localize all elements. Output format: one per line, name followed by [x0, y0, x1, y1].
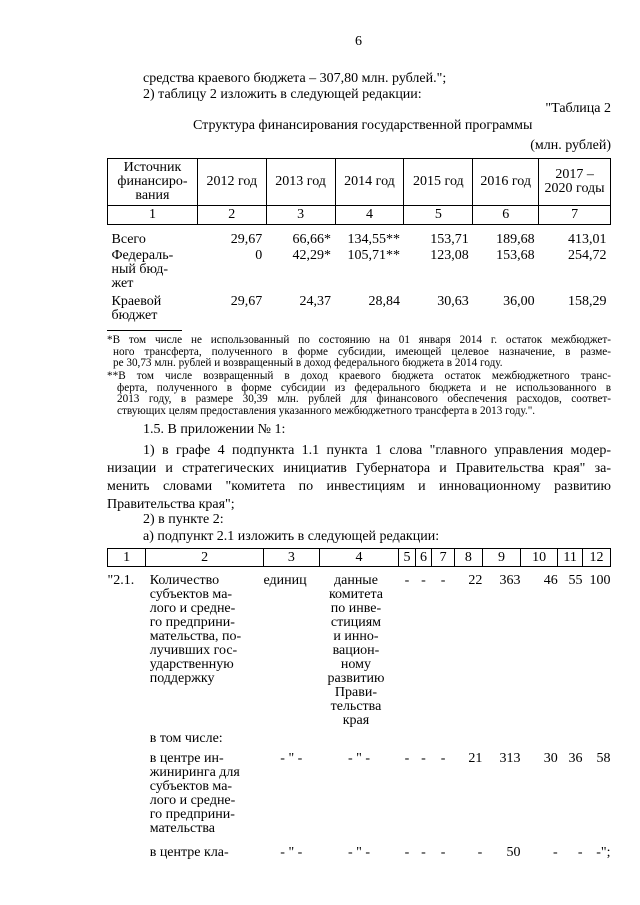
header-year-range: 2017 – 2020 годы [539, 159, 611, 206]
table-cell: 24,37 [299, 294, 332, 309]
table-cell: 158,29 [568, 294, 607, 309]
table-cell: - [477, 845, 483, 860]
table-cell: 50 [506, 845, 521, 860]
table-cell: - [404, 845, 410, 860]
intro-line-1: средства краевого бюджета – 307,80 млн. рублей."; [143, 71, 447, 86]
in-total-label: в том числе: [149, 731, 223, 746]
header-year: 2013 год [266, 159, 335, 206]
paragraph-1-5: 1.5. В приложении № 1: [143, 422, 286, 437]
table-cell: 46 [543, 573, 558, 588]
table-cell: 0 [255, 248, 263, 263]
table-cell: 55 [568, 573, 583, 588]
source-cell: данные комитета по инве- стициям и инно- вацион- ному развитию Прави- тельства края [327, 573, 385, 728]
row-label: Всего [111, 232, 146, 247]
units-label: (млн. рублей) [530, 138, 611, 153]
column-number: 6 [415, 549, 432, 567]
footnote-2: **В том числе возвращенный в доход краевого бюджета остаток межбюджетного транс- ферта, полученного в форме субсидии из федерального бюджета и не использованного в 2013 году, в размере 30,39 млн. рублей для финансового обеспечения расходов, соответ- ствующих целям предоставления указанного межбюджетного трансферта в 2013 году.". [107, 370, 611, 417]
table-cell: 58 [596, 751, 611, 766]
table-row [108, 567, 611, 729]
column-number: 4 [335, 206, 404, 225]
column-number: 3 [266, 206, 335, 225]
unit-cell: - " - [280, 845, 303, 860]
row-label: Федераль- ный бюд- жет [111, 248, 174, 291]
unit-cell: единиц [263, 573, 307, 588]
table-row [108, 249, 611, 295]
indicator-name: в центре ин- жиниринга для субъектов ма- лого и средне- го предприни- мательства [149, 751, 240, 836]
table-row [108, 225, 611, 250]
column-number: 8 [454, 549, 482, 567]
table-cell: 153,71 [430, 232, 469, 247]
column-number: 3 [263, 549, 319, 567]
table-cell: 413,01 [568, 232, 607, 247]
table-cell: 66,66* [292, 232, 332, 247]
table-cell: 36,00 [503, 294, 535, 309]
column-number: 2 [197, 206, 266, 225]
table-cell: 30 [543, 751, 558, 766]
column-number: 11 [558, 549, 583, 567]
table-row [108, 728, 611, 752]
table-cell: - [553, 845, 558, 860]
header-source: Источник финансиро- вания [108, 159, 198, 206]
header-year: 2015 год [404, 159, 473, 206]
financing-table [107, 158, 611, 323]
row-label: Краевой бюджет [111, 294, 162, 323]
indicators-table [107, 548, 611, 860]
table-cell: - [421, 751, 426, 766]
indicator-name: Количество субъектов ма- лого и средне- го предприни- мательства, по- лучивших гос- ударственную поддержку [149, 573, 242, 686]
table-cell: - [404, 751, 410, 766]
table-cell: -"; [596, 845, 611, 860]
table-label: "Таблица 2 [545, 101, 611, 116]
table-cell: - [440, 845, 446, 860]
unit-cell: - " - [280, 751, 303, 766]
table-cell: - [421, 845, 426, 860]
column-number: 5 [404, 206, 473, 225]
column-number: 10 [521, 549, 558, 567]
footnote-1: *В том числе не использованный по состоянию на 01 января 2014 г. остаток межбюджет- ного трансферта, полученного в форме субсидии, имеющей целевое назначение, в разме- ре 30,73 млн. рублей и возвращенный в доход федерального бюджета в 2014 году. [107, 334, 611, 369]
table-header-row [108, 159, 611, 206]
header-year: 2014 год [335, 159, 404, 206]
column-number: 7 [539, 206, 611, 225]
column-number: 4 [319, 549, 399, 567]
table-number-row [108, 206, 611, 225]
column-number: 6 [473, 206, 539, 225]
table-cell: 153,68 [496, 248, 535, 263]
table-cell: 254,72 [568, 248, 607, 263]
table-cell: 134,55** [347, 232, 400, 247]
indicator-name: в центре кла- [149, 845, 229, 860]
table-cell: - [404, 573, 410, 588]
row-number: "2.1. [107, 573, 135, 588]
column-number: 7 [432, 549, 455, 567]
table-row [108, 752, 611, 836]
table-cell: - [440, 573, 446, 588]
column-number: 5 [399, 549, 416, 567]
table-header-row [108, 549, 611, 567]
table-cell: 29,67 [230, 232, 263, 247]
table-cell: 100 [589, 573, 611, 588]
page-number: 6 [355, 34, 362, 49]
table-cell: 123,08 [430, 248, 469, 263]
table-cell: 105,71** [347, 248, 400, 263]
table-title: Структура финансирования государственной программы [193, 118, 533, 133]
table-cell: 363 [499, 573, 521, 588]
table-cell: 189,68 [496, 232, 535, 247]
source-cell: - " - [347, 751, 370, 766]
column-number: 9 [482, 549, 520, 567]
table-cell: - [440, 751, 446, 766]
table-cell: - [577, 845, 583, 860]
column-number: 12 [583, 549, 611, 567]
table-cell: 30,63 [437, 294, 469, 309]
column-number: 2 [146, 549, 264, 567]
table-cell: 28,84 [368, 294, 400, 309]
paragraph-subpoint: а) подпункт 2.1 изложить в следующей редакции: [143, 529, 440, 544]
column-number: 1 [108, 549, 146, 567]
paragraph-point-2: 2) в пункте 2: [143, 512, 224, 527]
table-cell: 42,29* [292, 248, 332, 263]
paragraph-column-4: 1) в графе 4 подпункта 1.1 пункта 1 слова "главного управления модер- низации и стратегических инициатив Губернатора и Правительства края" за- менить словами "комитета по инвестициям и инновационному развитию Правительства края"; [107, 443, 611, 512]
table-cell: 313 [499, 751, 521, 766]
column-number: 1 [108, 206, 198, 225]
header-year: 2016 год [473, 159, 539, 206]
table-row [108, 295, 611, 323]
table-cell: 29,67 [230, 294, 263, 309]
table-row [108, 836, 611, 860]
table-cell: 22 [468, 573, 483, 588]
table-cell: - [421, 573, 426, 588]
header-year: 2012 год [197, 159, 266, 206]
table-cell: 36 [568, 751, 583, 766]
intro-line-2: 2) таблицу 2 изложить в следующей редакции: [143, 87, 422, 102]
source-cell: - " - [347, 845, 370, 860]
footnote-divider [107, 330, 182, 331]
table-cell: 21 [468, 751, 483, 766]
